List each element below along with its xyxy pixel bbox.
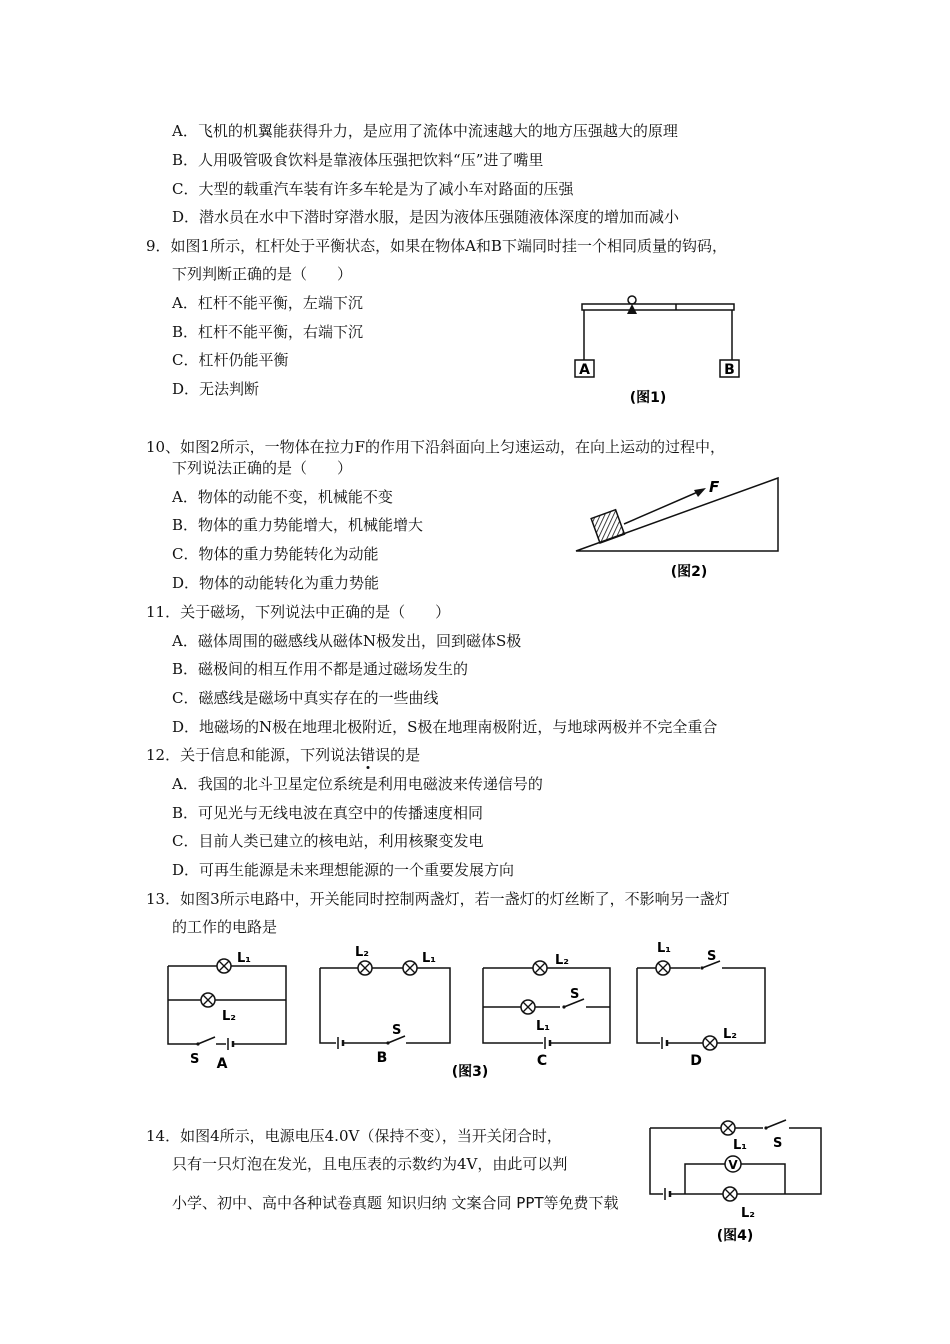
q12-option-c: C．目前人类已建立的核电站，利用核聚变发电	[172, 832, 484, 850]
q14-stem: 14．如图4所示，电源电压4.0V（保持不变），当开关闭合时，	[146, 1127, 562, 1145]
circuit-c-label: C	[536, 1053, 548, 1069]
q11-stem: 11．关于磁场，下列说法中正确的是（ ）	[146, 603, 451, 621]
circuit-c-s-label: S	[570, 987, 580, 1002]
q14-stem-cont: 只有一只灯泡在发光，且电压表的示数约为4V，由此可以判	[172, 1155, 568, 1173]
circuit-b	[320, 945, 450, 1066]
q12-option-a: A．我国的北斗卫星定位系统是利用电磁波来传递信号的	[172, 775, 543, 793]
q12-stem-emphasis: 错	[360, 746, 376, 764]
voltmeter-label: V	[728, 1158, 738, 1172]
q10-option-b: B．物体的重力势能增大，机械能增大	[172, 516, 424, 534]
figure-2-caption: (图2)	[670, 564, 708, 580]
figure-4-circuit	[645, 1114, 827, 1248]
q8-option-c: C．大型的载重汽车装有许多车轮是为了减小车对路面的压强	[172, 180, 574, 198]
figure-4-s-label: S	[773, 1136, 783, 1151]
circuit-c	[483, 953, 610, 1069]
q13-stem: 13．如图3所示电路中，开关能同时控制两盏灯，若一盏灯的灯丝断了，不影响另一盏灯	[146, 890, 730, 908]
q11-option-a: A．磁体周围的磁感线从磁体N极发出，回到磁体S极	[172, 632, 522, 650]
q12-stem-before: 12．关于信息和能源，下列说法	[146, 746, 361, 764]
figure-4-l1-label: L₁	[733, 1138, 747, 1153]
circuit-a-l1-label: L₁	[237, 951, 251, 966]
circuit-c-l2-label: L₂	[555, 953, 569, 968]
circuit-c-l1-label: L₁	[536, 1019, 550, 1034]
circuit-b-l1-label: L₁	[422, 951, 436, 966]
block-a-label: A	[579, 362, 590, 378]
circuit-d	[637, 941, 765, 1069]
circuit-d-s-label: S	[707, 949, 717, 964]
q11-option-d: D．地磁场的N极在地理北极附近，S极在地理南极附近，与地球两极并不完全重合	[172, 718, 718, 736]
q9-stem: 9．如图1所示，杠杆处于平衡状态，如果在物体A和B下端同时挂一个相同质量的钩码，	[146, 237, 727, 255]
q9-option-c: C．杠杆仍能平衡	[172, 351, 289, 369]
circuit-a-s-label: S	[190, 1052, 200, 1067]
q10-option-a: A．物体的动能不变，机械能不变	[172, 488, 393, 506]
q9-option-a: A．杠杆不能平衡，左端下沉	[172, 294, 363, 312]
q10-option-c: C．物体的重力势能转化为动能	[172, 545, 379, 563]
circuit-d-label: D	[690, 1053, 702, 1069]
figure-1-caption: (图1)	[629, 390, 667, 406]
q8-option-b: B．人用吸管吸食饮料是靠液体压强把饮料“压”进了嘴里	[172, 151, 544, 169]
q10-stem-cont: 下列说法正确的是（ ）	[172, 459, 353, 477]
block-b-label: B	[724, 362, 735, 378]
force-label: F	[709, 478, 720, 496]
circuit-d-l2-label: L₂	[723, 1027, 737, 1042]
circuit-d-l1-label: L₁	[657, 941, 671, 956]
figure-1-lever	[568, 292, 748, 412]
q8-option-a: A．飞机的机翼能获得升力，是应用了流体中流速越大的地方压强越大的原理	[172, 122, 678, 140]
q9-option-d: D．无法判断	[172, 380, 260, 398]
circuit-a	[168, 951, 286, 1072]
q11-option-c: C．磁感线是磁场中真实存在的一些曲线	[172, 689, 439, 707]
circuit-b-label: B	[376, 1050, 388, 1066]
figure-3-caption: (图3)	[451, 1064, 489, 1080]
q12-stem-after: 误的是	[375, 746, 421, 764]
q10-option-d: D．物体的动能转化为重力势能	[172, 574, 380, 592]
figure-2-incline	[572, 472, 784, 582]
q8-option-d: D．潜水员在水中下潜时穿潜水服，是因为液体压强随液体深度的增加而减小	[172, 208, 680, 226]
q11-option-b: B．磁极间的相互作用不都是通过磁场发生的	[172, 660, 469, 678]
q9-option-b: B．杠杆不能平衡，右端下沉	[172, 323, 364, 341]
circuit-b-s-label: S	[392, 1023, 402, 1038]
q12-option-d: D．可再生能源是未来理想能源的一个重要发展方向	[172, 861, 515, 879]
circuit-b-l2-label: L₂	[355, 945, 369, 960]
footer-download-note: 小学、初中、高中各种试卷真题 知识归纳 文案合同 PPT等免费下载	[172, 1194, 619, 1212]
figure-4-caption: (图4)	[716, 1228, 754, 1244]
q12-option-b: B．可见光与无线电波在真空中的传播速度相同	[172, 804, 484, 822]
q12-stem	[146, 745, 420, 765]
figure-4-l2-label: L₂	[741, 1206, 755, 1221]
q13-stem-cont: 的工作的电路是	[172, 918, 278, 936]
q10-stem: 10、如图2所示，一物体在拉力F的作用下沿斜面向上匀速运动，在向上运动的过程中，	[146, 438, 726, 456]
q9-stem-cont: 下列判断正确的是（ ）	[172, 265, 353, 283]
circuit-a-label: A	[216, 1056, 228, 1072]
figure-3-circuits	[160, 938, 810, 1083]
circuit-a-l2-label: L₂	[222, 1009, 236, 1024]
